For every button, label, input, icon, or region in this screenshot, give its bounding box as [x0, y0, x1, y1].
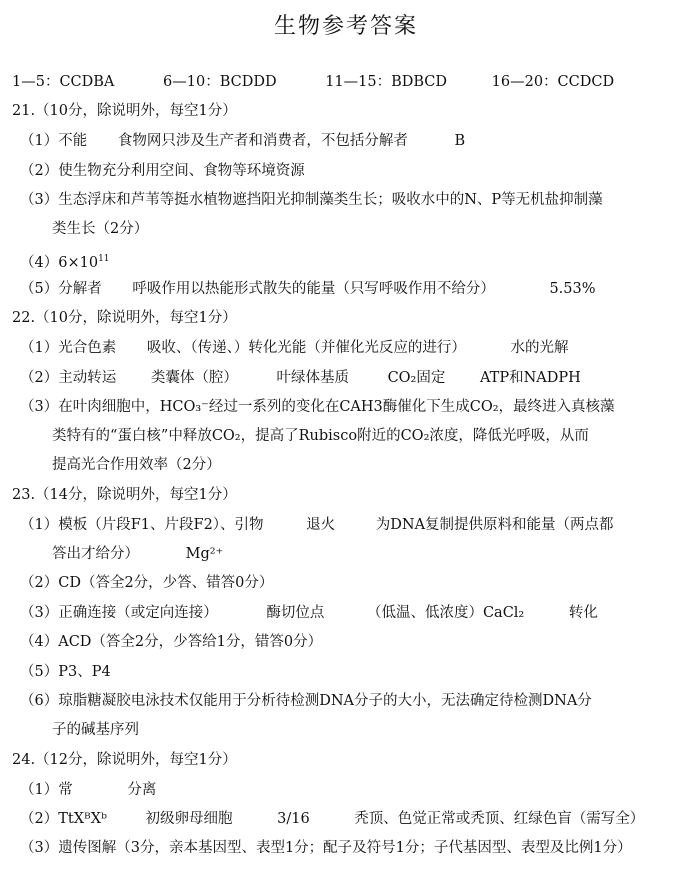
q22-answer-3: （3）在叶肉细胞中，HCO₃⁻经过一系列的变化在CAH3酶催化下生成CO₂，最终进入真核藻: [20, 399, 615, 415]
answer-blank: ATP和NADPH: [479, 370, 581, 386]
q21-heading: 21.（10分，除说明外，每空1分）: [12, 103, 237, 119]
answer-blank: （1）常: [20, 782, 73, 798]
answer-blank: 酶切位点: [266, 605, 325, 621]
answer-blank: 3/16: [277, 811, 310, 827]
answer-blank: B: [454, 133, 466, 149]
q22-heading: 22.（10分，除说明外，每空1分）: [12, 310, 237, 326]
q23-answer-4: （4）ACD（答全2分，少答给1分，错答0分）: [20, 634, 323, 650]
q24-answer-2: [20, 809, 682, 829]
answer-blank: 类囊体（腔）: [150, 370, 238, 386]
answer-blank: （1）光合色素: [20, 340, 117, 356]
q24-answer-3: （3）遗传图解（3分，亲本基因型、表型1分；配子及符号1分；子代基因型、表型及比例1分）: [20, 840, 632, 856]
q22-answer-2: [20, 368, 682, 388]
answer-base: （4）6×10: [20, 254, 99, 271]
q23-answer-3: [20, 603, 682, 623]
q23-answer-5: （5）P3、P4: [20, 664, 111, 680]
mc-group: 6—10：BCDDD: [163, 74, 277, 90]
answer-blank: 水的光解: [510, 340, 569, 356]
q24-answer-1: [20, 780, 682, 800]
mc-group: 11—15：BDBCD: [325, 74, 448, 90]
q21-answer-2: （2）使生物充分利用空间、食物等环境资源: [20, 163, 305, 179]
q23-answer-6: （6）琼脂糖凝胶电泳技术仅能用于分析待检测DNA分子的大小，无法确定待检测DNA分: [20, 693, 592, 709]
answer-blank: （1）模板（片段F1、片段F2）、引物: [20, 517, 264, 533]
answer-blank: （2）TtXᴮXᵇ: [20, 811, 107, 827]
answer-blank: CO₂固定: [387, 370, 446, 386]
answer-blank: （低温、低浓度）CaCl₂: [366, 605, 525, 621]
q21-answer-3-cont: 类生长（2分）: [52, 221, 149, 237]
answer-blank: （2）主动转运: [20, 370, 117, 386]
q22-answer-3-cont: 提高光合作用效率（2分）: [52, 457, 221, 473]
mc-answers: [12, 72, 682, 92]
answer-blank: （1）不能: [20, 133, 88, 149]
answer-blank: 叶绿体基质: [276, 370, 349, 386]
answer-blank: 5.53%: [549, 281, 596, 297]
q23-answer-1-cont: [52, 544, 682, 564]
q23-heading: 23.（14分，除说明外，每空1分）: [12, 487, 237, 503]
answer-blank: 分离: [127, 782, 157, 798]
answer-blank: 呼吸作用以热能形式散失的能量（只写呼吸作用不给分）: [132, 281, 495, 297]
answer-blank: 为DNA复制提供原料和能量（两点都: [375, 517, 614, 533]
q23-answer-6-cont: 子的碱基序列: [52, 722, 139, 738]
answer-blank: 转化: [568, 605, 598, 621]
answer-blank: 初级卵母细胞: [145, 811, 233, 827]
answer-blank: 食物网只涉及生产者和消费者，不包括分解者: [117, 133, 408, 149]
q24-heading: 24.（12分，除说明外，每空1分）: [12, 752, 237, 768]
mc-group: 1—5：CCDBA: [12, 74, 115, 90]
q21-answer-3: （3）生态浮床和芦苇等挺水植物遮挡阳光抑制藻类生长；吸收水中的N、P等无机盐抑制藻: [20, 192, 603, 208]
answer-blank: Mg²⁺: [185, 546, 224, 562]
answer-blank: （5）分解者: [20, 281, 102, 297]
exponent: 11: [98, 254, 110, 264]
page-title: 生物参考答案: [273, 14, 418, 39]
q23-answer-1: [20, 515, 682, 535]
q22-answer-1: [20, 338, 682, 358]
answer-blank: 吸收、（传递、）转化光能（并催化光反应的进行）: [146, 340, 466, 356]
q21-answer-1: [20, 131, 682, 151]
mc-group: 16—20：CCDCD: [491, 74, 615, 90]
answer-blank: 退火: [306, 517, 336, 533]
answer-blank: 秃顶、色觉正常或秃顶、红绿色盲（需写全）: [354, 811, 645, 827]
q22-answer-3-cont: 类特有的“蛋白核”中释放CO₂，提高了Rubisco附近的CO₂浓度，降低光呼吸，从而: [52, 428, 589, 444]
answer-blank: （3）正确连接（或定向连接）: [20, 605, 218, 621]
answer-blank: 答出才给分）: [52, 546, 139, 562]
q21-answer-4: [20, 249, 682, 273]
q21-answer-5: [20, 279, 682, 299]
q23-answer-2: （2）CD（答全2分，少答、错答0分）: [20, 575, 274, 591]
